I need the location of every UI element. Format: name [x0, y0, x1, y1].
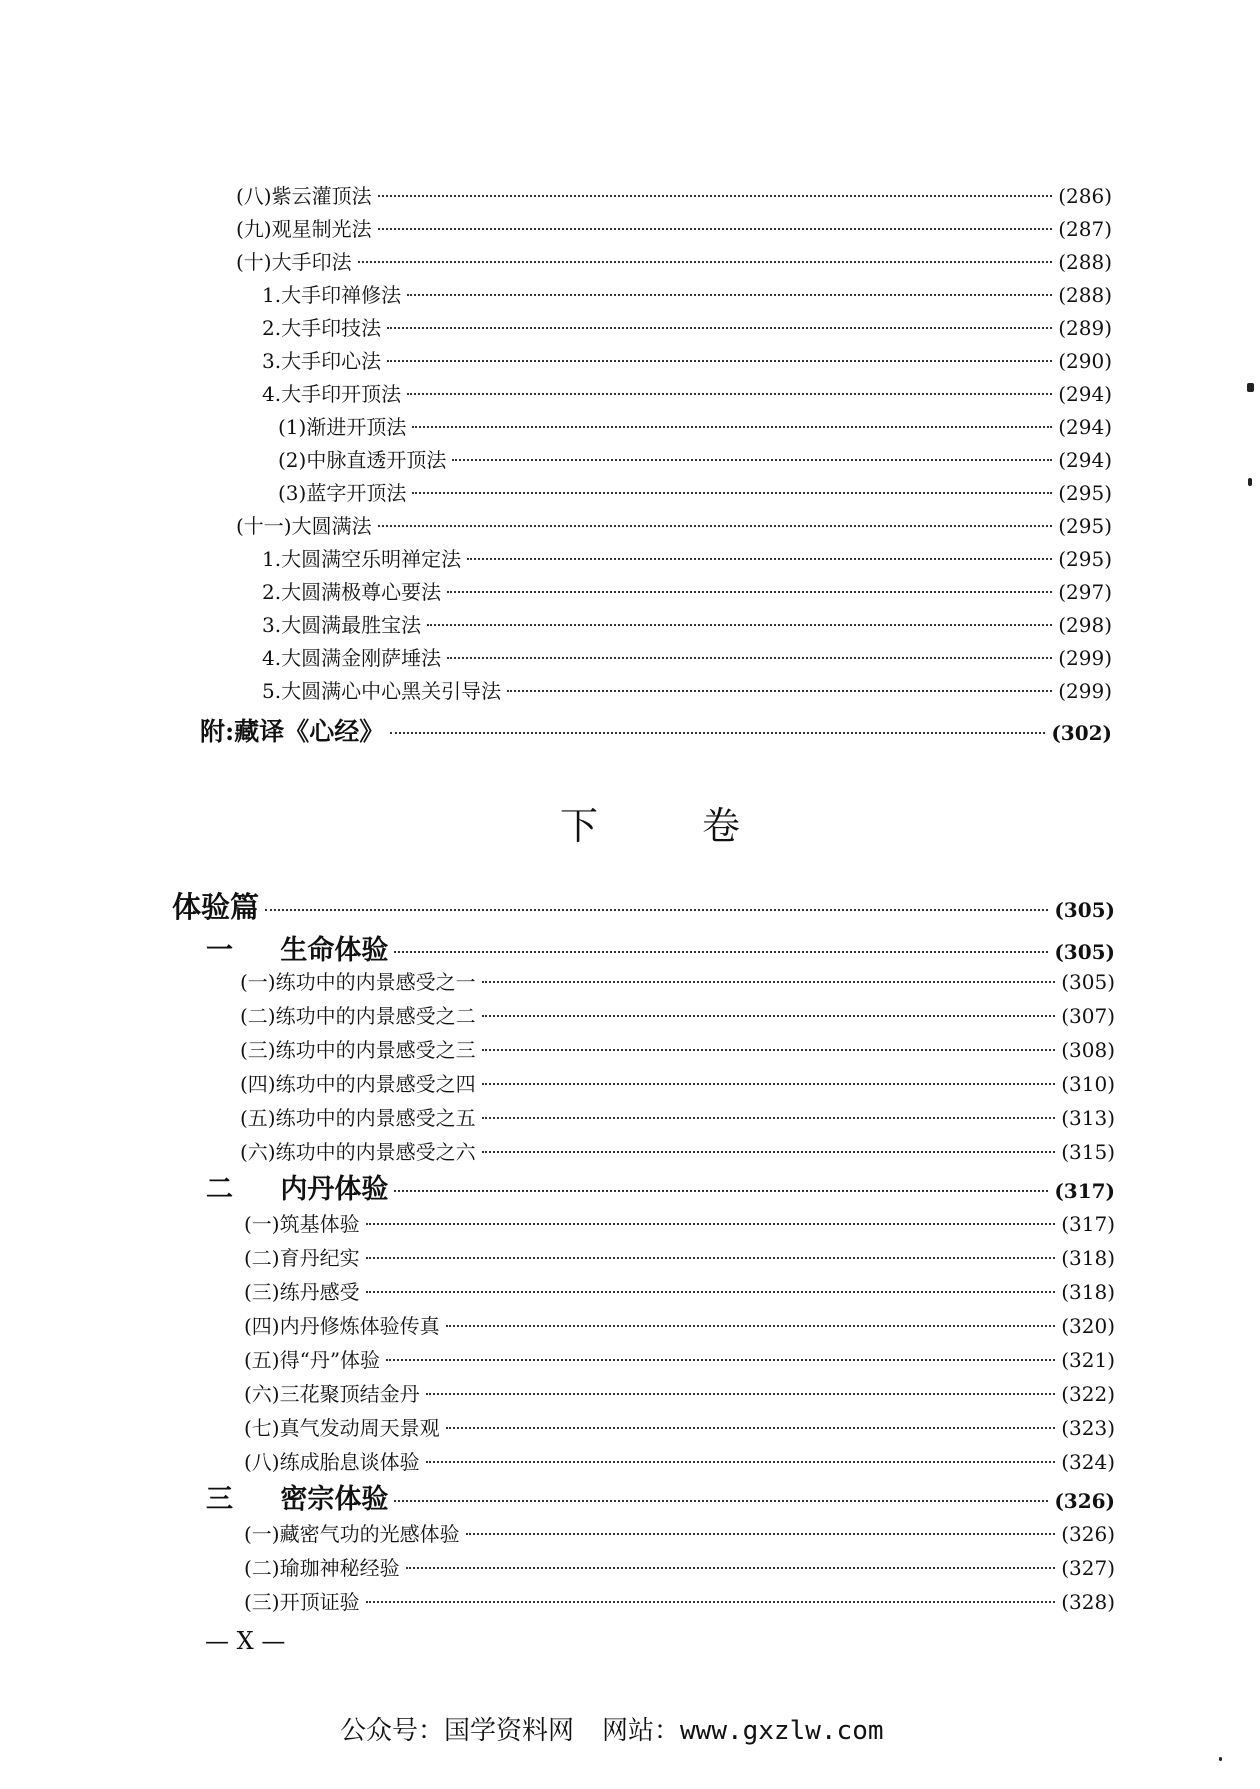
volume-title: 下卷	[560, 804, 845, 848]
footer-site: 网站：www.gxzlw.com	[602, 1716, 884, 1746]
toc-entry-label: (八)紫云灌顶法	[236, 184, 372, 208]
page-folio: — X —	[205, 1627, 286, 1655]
toc-entry-page: (299)	[1058, 679, 1112, 703]
toc-entry-label: (三)练丹感受	[244, 1280, 360, 1304]
toc-entry-label: (四)内丹修炼体验传真	[244, 1314, 440, 1338]
toc-entry-page: (310)	[1061, 1072, 1115, 1096]
section-heading	[206, 928, 1115, 967]
toc-entry	[240, 1034, 1115, 1063]
toc-entry	[262, 279, 1112, 308]
toc-entry-page: (327)	[1061, 1556, 1115, 1580]
toc-entry	[262, 378, 1112, 407]
toc-entry-page: (326)	[1054, 1489, 1115, 1513]
toc-entry-label: (三)开顶证验	[244, 1590, 360, 1614]
toc-entry-label: (九)观星制光法	[236, 217, 372, 241]
dot-leader	[366, 1257, 1056, 1259]
toc-entry-label: (五)练功中的内景感受之五	[240, 1106, 476, 1130]
toc-entry	[262, 675, 1112, 704]
toc-entry-page: (299)	[1058, 646, 1112, 670]
toc-entry-page: (305)	[1054, 940, 1115, 964]
toc-entry-label: 4.大圆满金刚萨埵法	[262, 646, 442, 670]
toc-entry-label: (十一)大圆满法	[236, 514, 372, 538]
toc-entry-page: (305)	[1061, 970, 1115, 994]
toc-entry-label: (六)练功中的内景感受之六	[240, 1140, 476, 1164]
dot-leader	[378, 228, 1053, 230]
toc-entry	[262, 576, 1112, 605]
appendix-entry	[200, 712, 1112, 748]
toc-entry-label: 4.大手印开顶法	[262, 382, 402, 406]
toc-entry	[244, 1242, 1115, 1271]
footer-account: 公众号：国学资料网	[340, 1716, 575, 1746]
toc-entry	[244, 1276, 1115, 1305]
toc-entry-page: (302)	[1051, 721, 1112, 745]
dot-leader	[394, 1190, 1048, 1192]
toc-entry-label: (二)练功中的内景感受之二	[240, 1004, 476, 1028]
toc-entry	[244, 1310, 1115, 1339]
toc-entry-page: (324)	[1061, 1450, 1115, 1474]
toc-entry-page: (286)	[1058, 184, 1112, 208]
toc-entry-page: (308)	[1061, 1038, 1115, 1062]
toc-entry	[278, 411, 1112, 440]
dot-leader	[387, 360, 1052, 362]
dot-leader	[452, 459, 1052, 461]
toc-entry	[244, 1446, 1115, 1475]
toc-entry-page: (294)	[1058, 448, 1112, 472]
toc-entry	[262, 609, 1112, 638]
dot-leader	[482, 1049, 1056, 1051]
dot-leader	[507, 690, 1052, 692]
toc-entry-label: 二 内丹体验	[206, 1174, 389, 1205]
toc-entry	[236, 180, 1112, 209]
toc-entry-page: (298)	[1058, 613, 1112, 637]
dot-leader	[447, 591, 1052, 593]
toc-entry-page: (313)	[1061, 1106, 1115, 1130]
toc-entry	[244, 1208, 1115, 1237]
toc-entry-label: 2.大手印技法	[262, 316, 382, 340]
toc-entry	[244, 1552, 1115, 1581]
toc-entry-label: (十)大手印法	[236, 250, 352, 274]
dot-leader	[412, 426, 1052, 428]
toc-entry-page: (295)	[1058, 514, 1112, 538]
toc-entry-page: (307)	[1061, 1004, 1115, 1028]
dot-leader	[446, 1325, 1056, 1327]
toc-entry	[244, 1518, 1115, 1547]
toc-entry-label: (2)中脉直透开顶法	[278, 448, 447, 472]
dot-leader	[412, 492, 1052, 494]
part-heading	[172, 885, 1115, 926]
toc-entry-label: 1.大圆满空乐明禅定法	[262, 547, 462, 571]
toc-entry	[240, 966, 1115, 995]
toc-entry-page: (322)	[1061, 1382, 1115, 1406]
toc-entry-label: 3.大手印心法	[262, 349, 382, 373]
toc-entry	[236, 213, 1112, 242]
dot-leader	[482, 1117, 1056, 1119]
toc-entry-label: (一)筑基体验	[244, 1212, 360, 1236]
dot-leader	[407, 393, 1052, 395]
dot-leader	[426, 1393, 1056, 1395]
dot-leader	[394, 951, 1048, 953]
toc-entry	[240, 1102, 1115, 1131]
dot-leader	[467, 558, 1052, 560]
dot-leader	[466, 1533, 1056, 1535]
dot-leader	[407, 294, 1052, 296]
toc-entry	[240, 1068, 1115, 1097]
dot-leader	[366, 1223, 1056, 1225]
toc-entry-label: (八)练成胎息谈体验	[244, 1450, 420, 1474]
dot-leader	[378, 525, 1053, 527]
toc-entry-label: (二)育丹纪实	[244, 1246, 360, 1270]
toc-entry-label: (四)练功中的内景感受之四	[240, 1072, 476, 1096]
toc-entry-label: (一)藏密气功的光感体验	[244, 1522, 460, 1546]
dot-leader	[426, 1461, 1056, 1463]
scan-speck	[1248, 478, 1252, 486]
toc-entry-page: (294)	[1058, 382, 1112, 406]
toc-entry-page: (317)	[1054, 1179, 1115, 1203]
scan-speck	[1247, 383, 1254, 392]
toc-entry-page: (305)	[1054, 898, 1115, 922]
footer-credit	[340, 1710, 912, 1747]
toc-entry-page: (318)	[1061, 1246, 1115, 1270]
toc-entry	[278, 444, 1112, 473]
toc-entry-label: (一)练功中的内景感受之一	[240, 970, 476, 994]
toc-entry-label: 2.大圆满极尊心要法	[262, 580, 442, 604]
toc-entry-label: (七)真气发动周天景观	[244, 1416, 440, 1440]
dot-leader	[358, 261, 1053, 263]
toc-entry	[244, 1412, 1115, 1441]
dot-leader	[446, 1427, 1056, 1429]
dot-leader	[387, 327, 1052, 329]
toc-entry	[236, 510, 1112, 539]
toc-entry-page: (288)	[1058, 283, 1112, 307]
toc-entry-label: 1.大手印禅修法	[262, 283, 402, 307]
toc-entry-page: (328)	[1061, 1590, 1115, 1614]
toc-entry-page: (289)	[1058, 316, 1112, 340]
toc-entry-page: (318)	[1061, 1280, 1115, 1304]
dot-leader	[427, 624, 1052, 626]
toc-entry-label: (三)练功中的内景感受之三	[240, 1038, 476, 1062]
dot-leader	[406, 1567, 1056, 1569]
toc-entry-label: (1)渐进开顶法	[278, 415, 407, 439]
section-heading	[206, 1167, 1115, 1206]
dot-leader	[378, 195, 1053, 197]
dot-leader	[482, 1151, 1056, 1153]
toc-entry-label: 三 密宗体验	[206, 1484, 389, 1515]
dot-leader	[482, 981, 1056, 983]
toc-entry-page: (320)	[1061, 1314, 1115, 1338]
toc-entry-label: (五)得“丹”体验	[244, 1348, 381, 1372]
toc-entry-label: 5.大圆满心中心黑关引导法	[262, 679, 502, 703]
dot-leader	[390, 732, 1045, 734]
toc-entry	[244, 1344, 1115, 1373]
toc-entry-label: 附:藏译《心经》	[200, 717, 385, 746]
toc-entry	[262, 543, 1112, 572]
dot-leader	[366, 1601, 1056, 1603]
toc-entry	[262, 642, 1112, 671]
dot-leader	[366, 1291, 1056, 1293]
dot-leader	[482, 1015, 1056, 1017]
toc-entry-label: (3)蓝字开顶法	[278, 481, 407, 505]
toc-entry-page: (297)	[1058, 580, 1112, 604]
toc-entry-page: (326)	[1061, 1522, 1115, 1546]
toc-entry-page: (295)	[1058, 481, 1112, 505]
toc-entry	[244, 1586, 1115, 1615]
toc-entry-label: (六)三花聚顶结金丹	[244, 1382, 420, 1406]
toc-entry	[262, 345, 1112, 374]
toc-entry-label: 3.大圆满最胜宝法	[262, 613, 422, 637]
dot-leader	[447, 657, 1052, 659]
toc-entry-label: (二)瑜珈神秘经验	[244, 1556, 400, 1580]
toc-entry	[244, 1378, 1115, 1407]
toc-entry-page: (294)	[1058, 415, 1112, 439]
section-heading	[206, 1477, 1115, 1516]
toc-entry-page: (321)	[1061, 1348, 1115, 1372]
toc-entry-page: (317)	[1061, 1212, 1115, 1236]
scan-speck	[1219, 1757, 1222, 1761]
toc-entry	[236, 246, 1112, 275]
toc-entry	[262, 312, 1112, 341]
toc-entry-page: (287)	[1058, 217, 1112, 241]
toc-entry-page: (315)	[1061, 1140, 1115, 1164]
toc-entry	[240, 1000, 1115, 1029]
toc-entry	[240, 1136, 1115, 1165]
toc-entry	[278, 477, 1112, 506]
dot-leader	[265, 909, 1048, 911]
toc-entry-page: (295)	[1058, 547, 1112, 571]
toc-entry-page: (290)	[1058, 349, 1112, 373]
dot-leader	[482, 1083, 1056, 1085]
toc-entry-page: (288)	[1058, 250, 1112, 274]
dot-leader	[386, 1359, 1055, 1361]
toc-entry-label: 一 生命体验	[206, 935, 389, 966]
dot-leader	[394, 1500, 1048, 1502]
toc-entry-page: (323)	[1061, 1416, 1115, 1440]
toc-entry-label: 体验篇	[172, 890, 260, 924]
